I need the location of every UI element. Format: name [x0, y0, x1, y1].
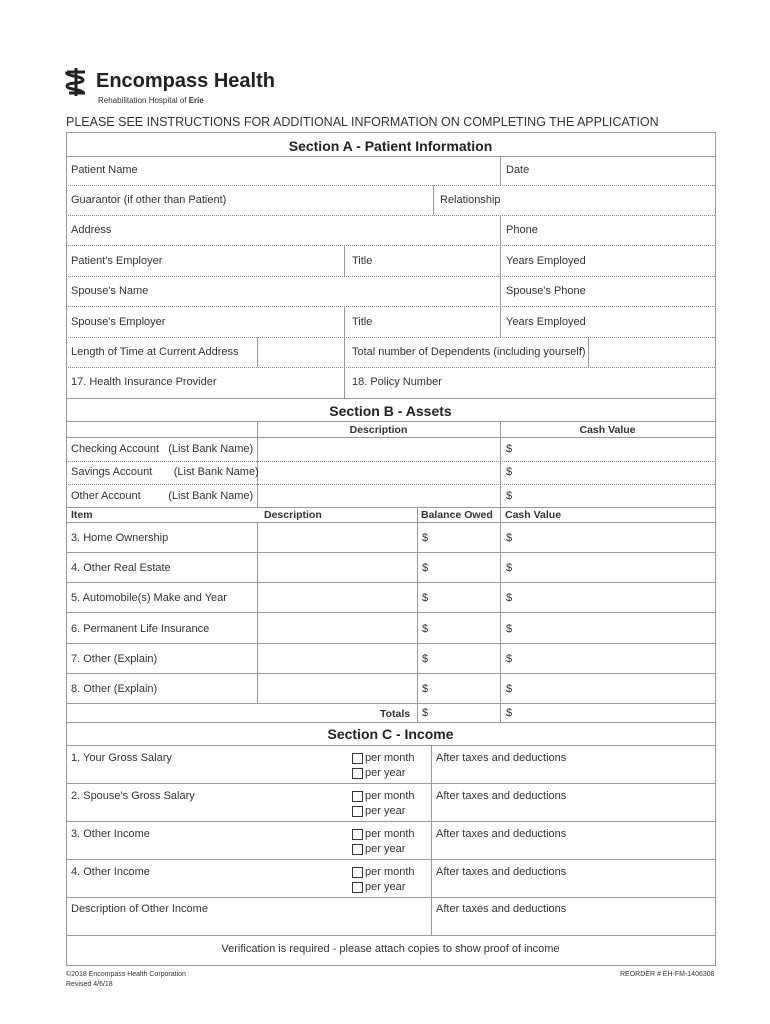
account-name: Checking Account [71, 443, 160, 455]
divider [66, 552, 715, 553]
logo-subtitle [98, 96, 204, 105]
per-month-checkbox[interactable] [352, 753, 363, 764]
label-phone: Phone [506, 224, 538, 236]
dollar-sign: $ [506, 562, 513, 575]
per-year-label: per year [365, 881, 406, 893]
divider [433, 185, 434, 215]
divider [66, 897, 715, 898]
dollar-sign: $ [422, 622, 429, 635]
divider [500, 245, 501, 276]
divider [66, 522, 715, 523]
section-a-title: Section A - Patient Information [288, 138, 493, 154]
divider [500, 276, 501, 306]
section-c-title: Section C - Income [327, 726, 454, 742]
dollar-sign: $ [506, 683, 513, 695]
label-guarantor: Guarantor (if other than Patient) [71, 194, 227, 206]
per-year-label: per year [365, 843, 406, 855]
label-spouse-phone: Spouse's Phone [506, 285, 586, 297]
logo-sub-bold: Erie [188, 96, 204, 105]
divider [66, 673, 715, 674]
label-relationship: Relationship [440, 194, 501, 206]
asset-item-label: 3. Home Ownership [71, 532, 169, 544]
income-label: 3. Other Income [71, 828, 150, 840]
per-month-label: per month [365, 790, 415, 802]
footer-revised: Revised 4/6/18 [66, 981, 113, 988]
dollar-sign: $ [422, 532, 429, 544]
label-years-employed-2: Years Employed [506, 316, 586, 328]
per-year-checkbox[interactable] [352, 768, 363, 779]
divider [66, 276, 715, 277]
divider [500, 215, 501, 245]
dollar-sign: $ [506, 592, 513, 605]
divider [344, 306, 345, 337]
divider [66, 703, 715, 704]
label-length-address: Length of Time at Current Address [71, 346, 239, 358]
divider [66, 245, 715, 246]
dollar-sign: $ [506, 466, 513, 478]
per-year-checkbox[interactable] [352, 844, 363, 855]
label-insurance: 17. Health Insurance Provider [71, 376, 217, 388]
divider [344, 367, 345, 398]
income-label: 1. Your Gross Salary [71, 752, 172, 764]
per-month-label: per month [365, 828, 415, 840]
divider [344, 245, 345, 276]
dollar-sign: $ [422, 683, 429, 695]
asset-item-label: 7. Other (Explain) [71, 652, 158, 665]
divider [66, 398, 715, 399]
label-patient-employer: Patient's Employer [71, 255, 163, 267]
footer-reorder: REORDER # EH-FM-1406308 [620, 971, 715, 978]
asset-item-label: 8. Other (Explain) [71, 683, 158, 695]
header-balance-owed: Balance Owed [421, 509, 493, 521]
label-title: Title [352, 255, 373, 267]
section-b-title: Section B - Assets [329, 403, 452, 419]
form-border [66, 132, 716, 966]
per-year-label: per year [365, 805, 406, 817]
income-label: 2. Spouse's Gross Salary [71, 790, 195, 802]
per-month-checkbox[interactable] [352, 791, 363, 802]
per-year-checkbox[interactable] [352, 806, 363, 817]
after-taxes-label: After taxes and deductions [436, 790, 567, 802]
after-taxes-label: After taxes and deductions [436, 828, 567, 840]
label-totals: Totals [380, 708, 411, 720]
header-cash-value-2: Cash Value [505, 509, 562, 521]
divider [66, 783, 715, 784]
divider [66, 421, 715, 422]
divider [66, 612, 715, 613]
dollar-sign: $ [422, 562, 429, 575]
divider [500, 421, 501, 722]
divider [431, 745, 432, 935]
per-year-label: per year [365, 767, 406, 779]
divider [66, 507, 715, 508]
per-month-checkbox[interactable] [352, 867, 363, 878]
divider [66, 935, 715, 936]
label-date: Date [506, 164, 530, 176]
divider [66, 215, 715, 216]
per-month-label: per month [365, 866, 415, 878]
logo-sub-prefix: Rehabilitation Hospital of [98, 96, 189, 105]
account-row [71, 443, 253, 455]
divider [66, 643, 715, 644]
income-label: 4. Other Income [71, 866, 150, 878]
label-patient-name: Patient Name [71, 164, 138, 176]
divider [257, 337, 258, 367]
dollar-sign: $ [506, 707, 513, 719]
asset-item-label: 6. Permanent Life Insurance [71, 622, 210, 635]
divider [66, 582, 715, 583]
divider [66, 337, 715, 338]
per-year-checkbox[interactable] [352, 882, 363, 893]
per-month-label: per month [365, 752, 415, 764]
divider [66, 185, 715, 186]
asset-item-label: 4. Other Real Estate [71, 562, 171, 575]
divider [66, 156, 715, 157]
divider [257, 421, 258, 507]
divider [66, 821, 715, 822]
divider [344, 337, 345, 367]
account-name: Savings Account [71, 466, 153, 478]
logo-name: Encompass Health [96, 70, 275, 92]
asset-item-label: 5. Automobile(s) Make and Year [71, 592, 227, 605]
divider [66, 306, 715, 307]
header-description-2: Description [264, 509, 322, 521]
per-month-checkbox[interactable] [352, 829, 363, 840]
divider [66, 367, 715, 368]
account-name: Other Account [71, 490, 141, 502]
divider [66, 745, 715, 746]
label-description-other: Description of Other Income [71, 903, 208, 915]
dollar-sign: $ [506, 532, 513, 544]
after-taxes-label: After taxes and deductions [436, 752, 567, 764]
divider [66, 461, 715, 462]
instructions: PLEASE SEE INSTRUCTIONS FOR ADDITIONAL INFORMATION ON COMPLETING THE APPLICATION [66, 115, 659, 129]
divider [417, 507, 418, 722]
dollar-sign: $ [506, 490, 513, 502]
account-row [71, 490, 253, 502]
label-spouse-employer: Spouse's Employer [71, 316, 166, 328]
divider [66, 484, 715, 485]
account-row [71, 466, 259, 478]
account-note: (List Bank Name) [168, 443, 254, 455]
header-description: Description [349, 424, 408, 436]
header-cash-value: Cash Value [579, 424, 636, 436]
dollar-sign: $ [422, 592, 429, 605]
divider [500, 156, 501, 185]
divider [500, 306, 501, 337]
logo-icon [64, 68, 90, 96]
label-dependents: Total number of Dependents (including yourself) [352, 346, 586, 358]
after-taxes-label: After taxes and deductions [436, 866, 567, 878]
dollar-sign: $ [506, 443, 513, 455]
divider [66, 859, 715, 860]
header-item: Item [71, 509, 93, 521]
footer-copyright: ©2018 Encompass Health Corporation [66, 971, 186, 978]
account-note: (List Bank Name) [173, 466, 259, 478]
dollar-sign: $ [422, 652, 429, 665]
label-policy: 18. Policy Number [352, 376, 442, 388]
label-years-employed: Years Employed [506, 255, 586, 267]
label-spouse-name: Spouse's Name [71, 285, 149, 297]
divider [66, 437, 715, 438]
divider [588, 337, 589, 367]
dollar-sign: $ [422, 707, 429, 719]
dollar-sign: $ [506, 622, 513, 635]
divider [66, 722, 715, 723]
label-address: Address [71, 224, 112, 236]
label-after-taxes: After taxes and deductions [436, 903, 567, 915]
dollar-sign: $ [506, 652, 513, 665]
verification-note: Verification is required - please attach copies to show proof of income [221, 943, 560, 955]
account-note: (List Bank Name) [168, 490, 254, 502]
label-title-2: Title [352, 316, 373, 328]
